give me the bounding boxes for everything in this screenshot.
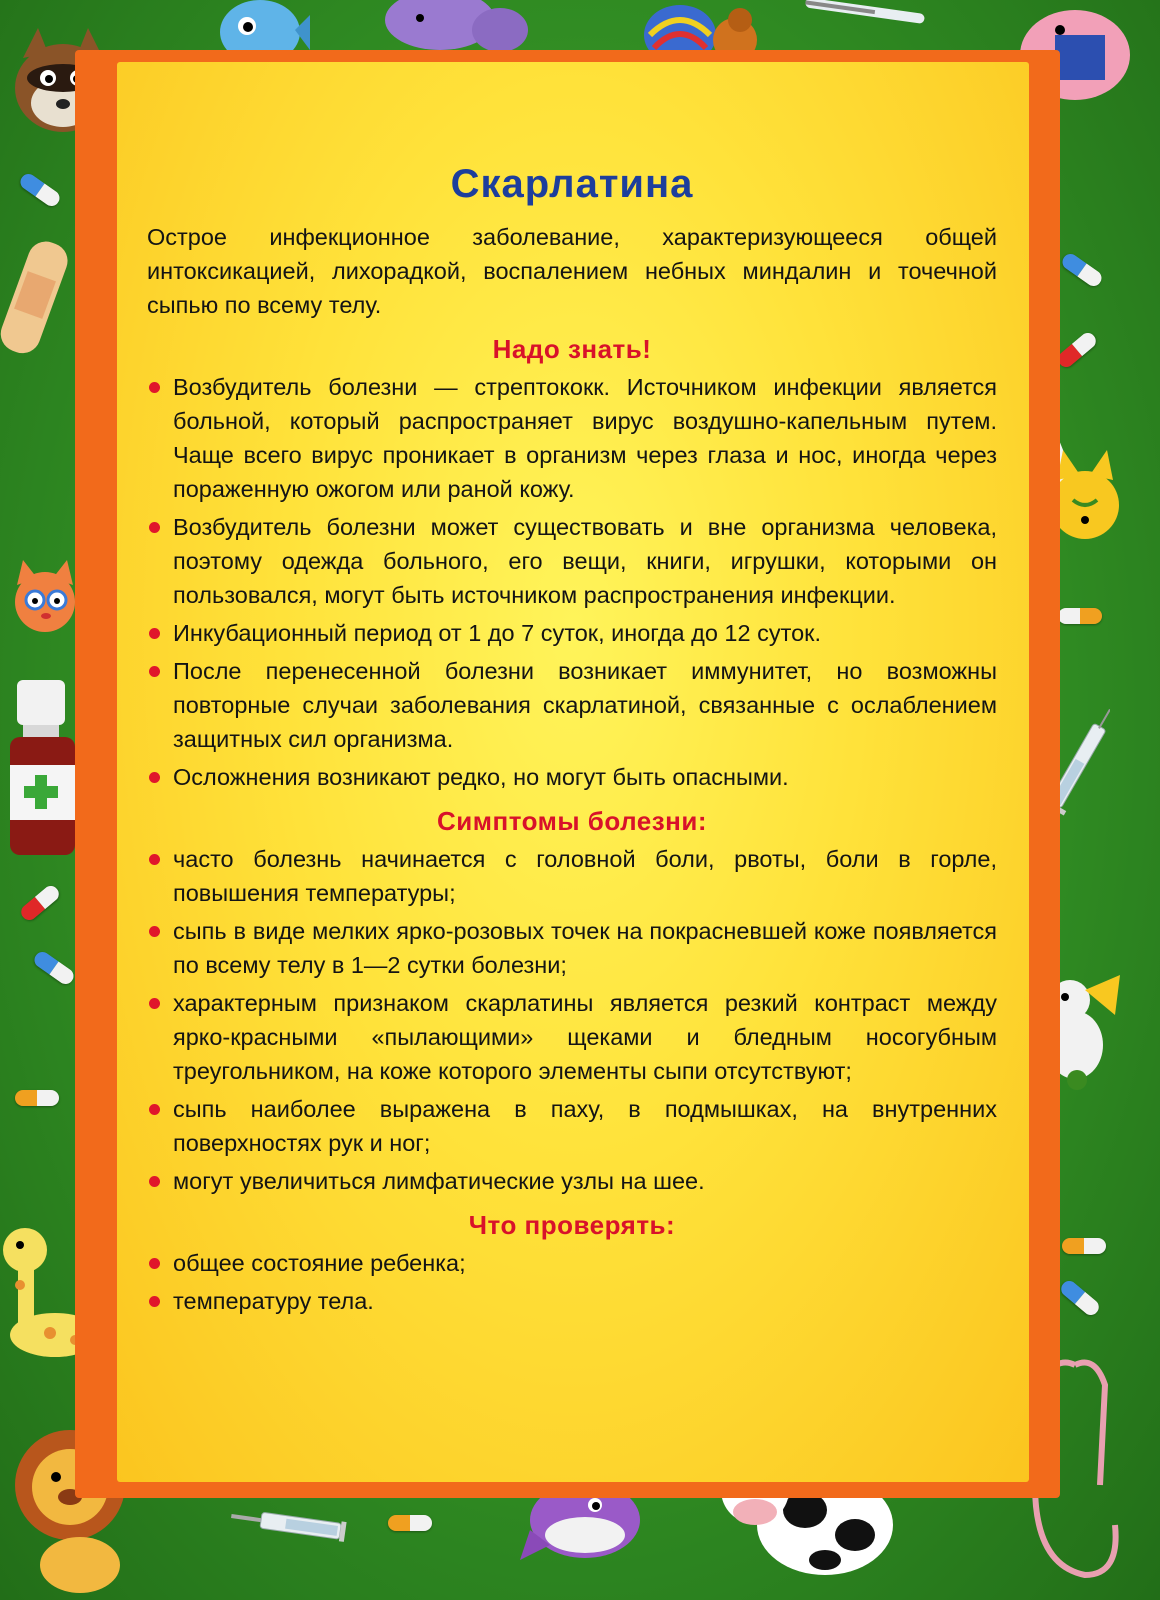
section-heading: Симптомы болезни: (437, 806, 707, 836)
bullet-list (147, 370, 997, 794)
list-item-text: сыпь в виде мелких ярко-розовых точек на покрасневшей коже появляется по всему телу в 1—2 сутки болезни; (173, 918, 997, 978)
pill-icon (15, 1090, 59, 1106)
cat-icon (5, 560, 85, 635)
pill-icon (1055, 330, 1099, 371)
list-item-text: После перенесенной болезни возникает иммунитет, но возможны повторные случаи заболевания скарлатиной, связанные с ослаблением защитных сил организма. (173, 658, 997, 752)
article (147, 162, 997, 1322)
bullet-icon (149, 522, 160, 533)
section-heading: Надо знать! (492, 334, 652, 364)
orange-frame (75, 50, 1060, 1498)
list-item (147, 760, 997, 794)
list-item-text: могут увеличиться лимфатические узлы на шее. (173, 1168, 705, 1194)
section-heading: Что проверять: (468, 1210, 676, 1240)
pill-icon (1058, 1278, 1102, 1319)
list-item-text: Инкубационный период от 1 до 7 суток, иногда до 12 суток. (173, 620, 821, 646)
pill-icon (17, 171, 62, 209)
bullet-icon (149, 1104, 160, 1115)
bullet-icon (149, 854, 160, 865)
bullet-list (147, 842, 997, 1198)
bullet-icon (149, 1296, 160, 1307)
list-item (147, 1092, 997, 1160)
bullet-icon (149, 772, 160, 783)
pill-icon (1062, 1238, 1106, 1254)
list-item-text: Осложнения возникают редко, но могут быть опасными. (173, 764, 789, 790)
pill-icon (18, 883, 62, 924)
list-item-text: Возбудитель болезни может существовать и вне организма человека, поэтому одежда больного, его вещи, книги, игрушки, которыми он пользовался, могут быть источником распространения инфекции. (173, 514, 997, 608)
list-item (147, 842, 997, 910)
elephant-icon (380, 0, 530, 55)
intro-paragraph: Острое инфекционное заболевание, характеризующееся общей интоксикацией, лихорадкой, воспалением небных миндалин и точечной сыпью по всему телу. (147, 224, 997, 318)
bullet-icon (149, 382, 160, 393)
list-item (147, 914, 997, 982)
syringe-icon (225, 1505, 365, 1555)
bullet-icon (149, 998, 160, 1009)
content-card (117, 62, 1029, 1482)
medicine-bottle-icon (5, 680, 80, 860)
list-item (147, 654, 997, 756)
list-item (147, 1284, 997, 1318)
bullet-icon (149, 1258, 160, 1269)
pill-icon (1059, 251, 1104, 289)
list-item (147, 1164, 997, 1198)
bullet-icon (149, 1176, 160, 1187)
bandage-icon (0, 230, 80, 360)
list-item-text: сыпь наиболее выражена в паху, в подмышках, на внутренних поверхностях рук и ног; (173, 1096, 997, 1156)
list-item-text: характерным признаком скарлатины является резкий контраст между ярко-красными «пылающими» щеками и бледным носогубным треугольником, на коже которого элементы сыпи отсутствуют; (173, 990, 997, 1084)
list-item (147, 616, 997, 650)
pill-icon (1058, 608, 1102, 624)
bullet-icon (149, 628, 160, 639)
list-item-text: часто болезнь начинается с головной боли, рвоты, боли в горле, повышения температуры; (173, 846, 997, 906)
bullet-icon (149, 926, 160, 937)
list-item (147, 1246, 997, 1280)
bullet-icon (149, 666, 160, 677)
pill-icon (31, 949, 76, 987)
thermometer-icon (800, 0, 940, 30)
list-item (147, 370, 997, 506)
bullet-list (147, 1246, 997, 1318)
list-item-text: общее состояние ребенка; (173, 1250, 466, 1276)
list-item-text: Возбудитель болезни — стрептококк. Источником инфекции является больной, который распространяет вирус воздушно-капельным путем. Чаще всего вирус проникает в организм через глаза и нос, иногда через пораженную ожогом или раной кожу. (173, 374, 997, 502)
pill-icon (388, 1515, 432, 1531)
page-title: Скарлатина (450, 162, 694, 206)
list-item (147, 986, 997, 1088)
list-item-text: температуру тела. (173, 1288, 374, 1314)
list-item (147, 510, 997, 612)
